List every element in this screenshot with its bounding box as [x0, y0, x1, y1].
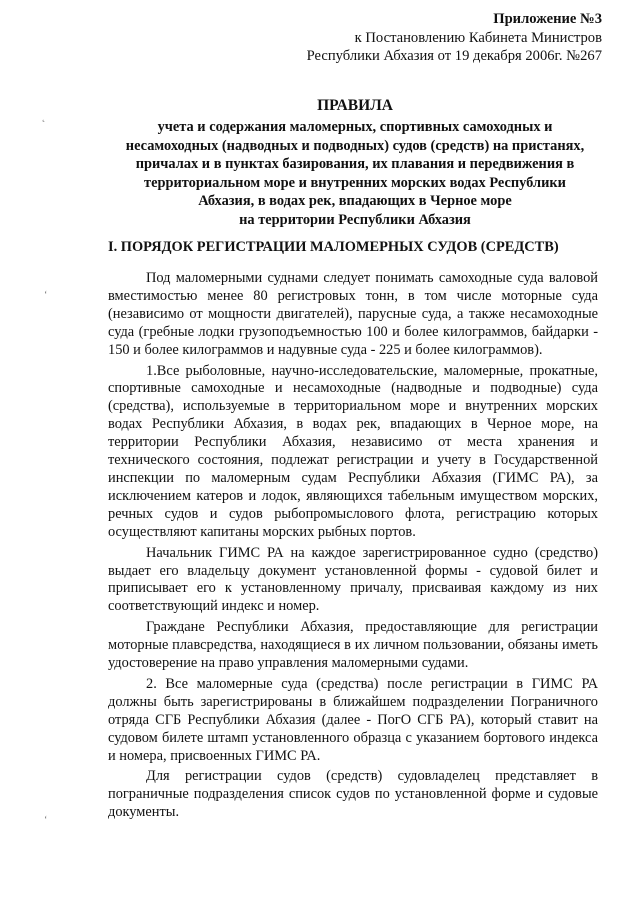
scan-speck: ʻ — [44, 815, 48, 826]
appendix-line: Республики Абхазия от 19 декабря 2006г. №267 — [306, 48, 602, 64]
body-paragraph: 1.Все рыболовные, научно-исследовательские, маломерные, прокатные, спортивные самоходные и несамоходные (надводные и подводные) суда (средства), используемые в территориальном море и внутренних морских водах Республики Абхазия, в водах рек, впадающих в Черное море, на территории Республики Абхазия, независимо от места хранения и технического состояния, подлежат регистрации и учету в Государственной инспекции по маломерным судам Республики Абхазия (ГИМС РА), за исключением катеров и лодок, являющихся табельным имуществом морских, речных судов и судов рыбопромыслового флота, регистрацию которых осуществляют капитаны морских рыбных портов. — [108, 362, 598, 540]
section-heading: I. ПОРЯДОК РЕГИСТРАЦИИ МАЛОМЕРНЫХ СУДОВ (СРЕДСТВ) — [108, 239, 559, 255]
scan-speck: ʻ — [44, 290, 48, 301]
document-subtitle-line: несамоходных (надводных и подводных) судов (средств) на пристанях, — [125, 137, 585, 154]
body-paragraph: 2. Все маломерные суда (средства) после регистрации в ГИМС РА должны быть зарегистрированы в ближайшем подразделении Пограничного отряда СГБ Республики Абхазия (далее - ПогО СГБ РА), который ставит на судовом билете штамп установленного образца с указанием бортового индекса и номера, присвоенных ГИМС РА. — [108, 675, 598, 764]
document-body — [108, 270, 598, 822]
body-paragraph: Под маломерными суднами следует понимать самоходные суда валовой вместимостью менее 80 регистровых тонн, в том числе моторные суда (независимо от мощности двигателей), парусные суда, а также несамоходные суда (гребные лодки грузоподъемностью 100 и более килограммов, байдарки - 150 и более килограммов и надувные суда - 225 и более килограммов). — [108, 270, 598, 358]
document-subtitle-line: причалах и в пунктах базирования, их плавания и передвижения в — [135, 156, 575, 173]
document-title: ПРАВИЛА — [317, 97, 393, 114]
body-paragraph: Начальник ГИМС РА на каждое зарегистрированное судно (средство) выдает его владельцу документ установленной формы - судовой билет и приписывает его к установленному причалу, присваивая каждому из них соответствующий индекс и номер. — [108, 544, 598, 615]
document-subtitle-line: на территории Республики Абхазия — [239, 211, 471, 228]
scan-speck: ˛ — [42, 112, 46, 123]
appendix-title: Приложение №3 — [493, 11, 602, 27]
document-subtitle-line: учета и содержания маломерных, спортивных самоходных и — [157, 119, 553, 135]
document-subtitle-line: Абхазия, в водах рек, впадающих в Черное море — [198, 193, 512, 210]
appendix-line: к Постановлению Кабинета Министров — [354, 29, 602, 46]
document-title-block — [90, 96, 620, 230]
body-paragraph: Для регистрации судов (средств) судовладелец представляет в пограничные подразделения список судов по установленной форме и судовые документы. — [108, 768, 598, 821]
body-paragraph: Граждане Республики Абхазия, предоставляющие для регистрации моторные плавсредства, находящиеся в их личном пользовании, обязаны иметь удостоверение на право управления маломерными судами. — [108, 619, 598, 672]
document-subtitle-line: территориальном море и внутренних морских водах Республики — [144, 174, 566, 191]
appendix-header — [307, 10, 602, 66]
